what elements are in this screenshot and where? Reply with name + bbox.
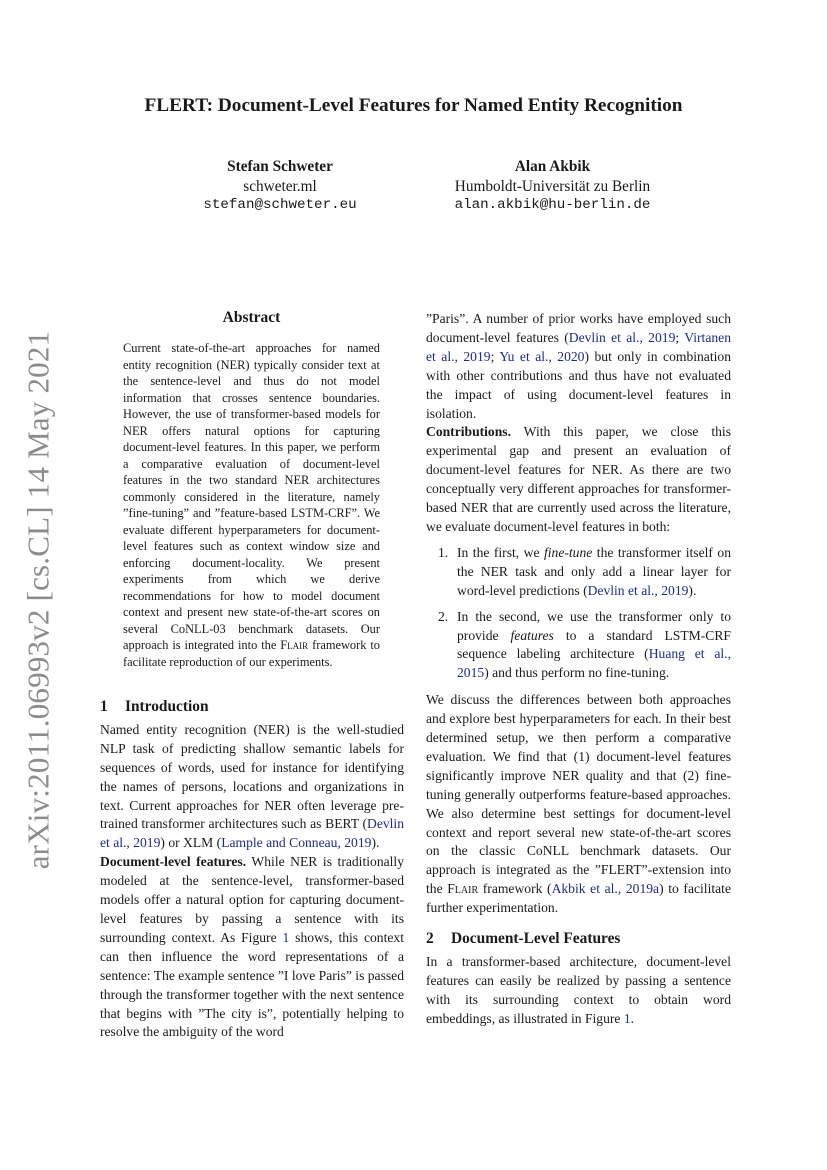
author-affiliation: schweter.ml (243, 177, 317, 195)
paragraph-text: the transformer itself on the NER task and only add a linear layer for word-level predictions ( (457, 544, 732, 598)
abstract-text: Current state-of-the-art approaches for named entity recognition (NER) typically consider text at the sentence-level and thus do not model information that crosses sentence boundaries. However, the use of transformer-based models for NER offers natural options for capturing document-level features. In this paper, we perform a comparative evaluation of document-level features in the two standard NER architectures commonly considered in the literature, namely ”fine-tuning” and ”feature-based LSTM-CRF”. We evaluate different hyperparameters for document-level features such as context window size and enforcing document-locality. We present experiments from which we derive recommendations for how to model document context and present new state-of-the-art scores on several CoNLL-03 benchmark datasets. Our approach is integrated into the (123, 341, 380, 652)
abstract-body (123, 340, 380, 670)
section2-paragraph-1 (426, 953, 731, 1029)
paragraph-text: Named entity recognition (NER) is the well-studied NLP task of predicting shallow semantic labels for sequences of words, used for instance for identifying the names of persons, locations and organizations in text. Current approaches for NER often leverage pre-trained transformer architectures such as BERT ( (100, 721, 404, 832)
section-title: Introduction (125, 698, 209, 715)
paper-title: FLERT: Document-Level Features for Named Entity Recognition (144, 95, 683, 116)
arxiv-id-text: arXiv:2011.06993v2 [cs.CL] 14 May 2021 (20, 330, 55, 870)
intro-paragraph-2 (100, 853, 404, 1042)
arxiv-identifier-stamp (18, 330, 58, 870)
figure-link[interactable]: 1 (282, 929, 290, 945)
author-email[interactable]: stefan@schweter.eu (203, 197, 357, 213)
intro-paragraph-5 (426, 691, 731, 918)
list-marker: 1. (438, 544, 449, 560)
paragraph-text: In a transformer-based architecture, document-level features can easily be realized by passing a sentence with its surrounding context to obtain word embeddings, as illustrated in Figure (426, 954, 731, 1026)
section-number: 2 (426, 930, 434, 948)
citation-link[interactable]: Devlin et al., 2019 (568, 329, 676, 345)
paragraph-text: ; (490, 348, 500, 364)
section-heading-document-level-features (426, 930, 731, 949)
figure-link[interactable]: 1 (623, 1010, 631, 1026)
paragraph-text: shows, this context can then influence the word representations of a sentence: The example sentence ”I love Paris” is passed through the transformer together with the next sentence that begins with ”The city is”, potentially helping to resolve the ambiguity of the word (100, 929, 404, 1040)
section-heading-introduction (100, 698, 404, 717)
paragraph-text: In the first, we (457, 544, 544, 560)
intro-paragraph-3 (426, 310, 731, 423)
citation-link[interactable]: Devlin et al., 2019 (587, 582, 689, 598)
paragraph-text: ) but only in combination with other contributions and thus have not evaluated the impact of using document-level features in isolation. (426, 348, 731, 421)
list-item (426, 608, 731, 684)
paragraph-text: ) or XLM ( (160, 835, 222, 851)
intro-paragraph-contributions (426, 423, 731, 536)
author-block-1 (180, 157, 380, 216)
paragraph-text: ; (675, 329, 685, 345)
run-in-heading: Document-level features. (100, 854, 247, 870)
paragraph-text: While NER is traditionally modeled at the sentence-level, transformer-based models offer a natural option for capturing document-level features by passing a sentence with its surrounding context. As Figure (100, 854, 404, 945)
list-item (426, 544, 731, 601)
intro-paragraph-1 (100, 721, 404, 853)
abstract-heading: Abstract (222, 309, 281, 326)
emphasis-text: features (510, 627, 554, 643)
run-in-heading: Contributions. (426, 424, 511, 440)
section-title: Document-Level Features (451, 930, 621, 948)
author-email[interactable]: alan.akbik@hu-berlin.de (454, 197, 651, 213)
citation-link[interactable]: Akbik et al., 2019a (551, 881, 660, 897)
section-document-level-features (426, 930, 731, 1029)
author-name: Stefan Schweter (227, 158, 333, 175)
citation-link[interactable]: Devlin et al., 2019 (100, 816, 404, 851)
left-column (100, 698, 404, 1042)
section-number: 1 (100, 698, 108, 715)
paragraph-text: With this paper, we close this experimental gap and present an evaluation of document-level features for NER. As there are two conceptually very different approaches for transformer-based NER that are currently used across the literature, we evaluate document-level features in both: (426, 424, 731, 534)
list-marker: 2. (438, 608, 449, 624)
citation-link[interactable]: Yu et al., 2020 (499, 348, 585, 364)
paragraph-text: . (630, 1010, 635, 1026)
abstract-text: framework to facilitate reproduction of our experiments. (123, 638, 380, 669)
citation-link[interactable]: Huang et al., 2015 (457, 646, 731, 681)
paragraph-text: ) and thus perform no fine-tuning. (484, 665, 670, 681)
author-block-2 (430, 157, 675, 216)
paragraph-text: In the second, we use the transformer only to provide (457, 608, 731, 643)
paragraph-text: to a standard LSTM-CRF sequence labeling architecture ( (457, 627, 731, 662)
contributions-list (426, 544, 731, 683)
citation-link[interactable]: Lample and Conneau, 2019 (221, 835, 372, 851)
right-column (426, 310, 731, 1029)
flair-name: Flair (447, 881, 479, 897)
paragraph-text: ). (371, 835, 380, 851)
paragraph-text: ). (688, 582, 697, 598)
paragraph-text: ) to facilitate further experimentation. (426, 881, 731, 916)
author-affiliation: Humboldt-Universität zu Berlin (454, 177, 651, 195)
emphasis-text: fine-tune (543, 544, 593, 560)
paragraph-text: ”Paris”. A number of prior works have employed such document-level features ( (426, 311, 731, 345)
author-name: Alan Akbik (514, 158, 591, 175)
paragraph-text: We discuss the differences between both approaches and explore best hyperparameters for each. In their best determined setup, we then perform a comparative evaluation. We find that (1) document-level features significantly improve NER quality and that (2) fine-tuning generally outperforms feature-based approaches. We also determine best settings for document-level context and report several new state-of-the-art scores on the classic CoNLL benchmark datasets. Our approach is integrated as the ”FLERT”-extension into the (426, 692, 731, 897)
flair-name: Flair (280, 638, 309, 652)
citation-link[interactable]: Virtanen et al., 2019 (426, 329, 731, 364)
paragraph-text: framework ( (478, 881, 552, 897)
